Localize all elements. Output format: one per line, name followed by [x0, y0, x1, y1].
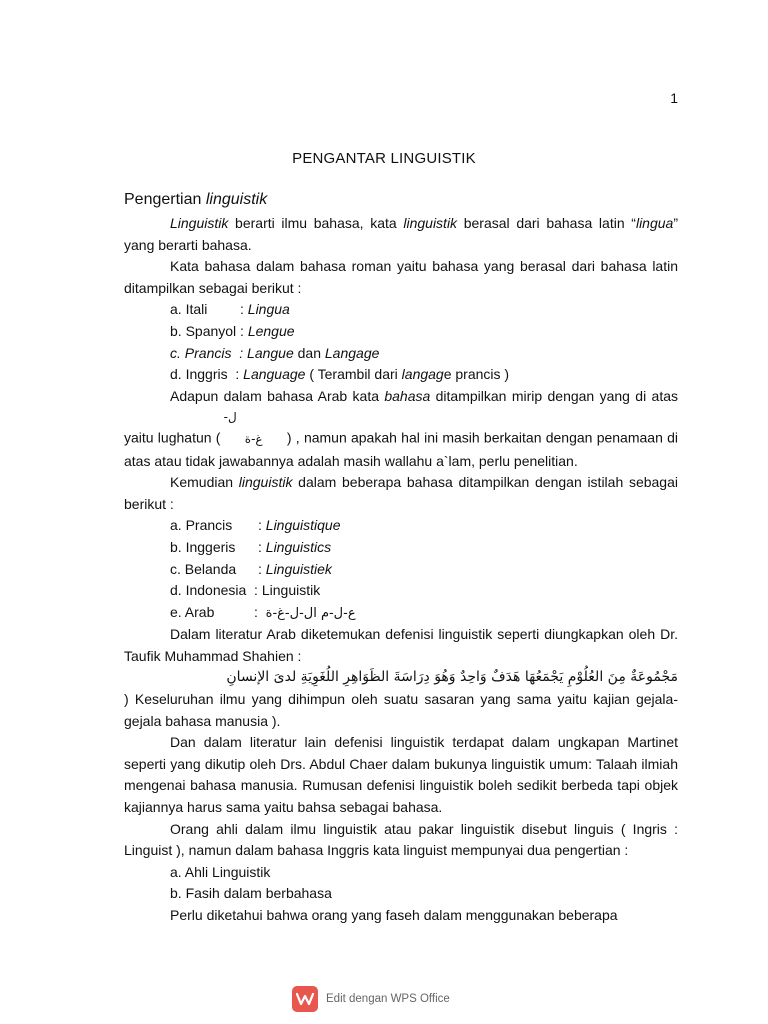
p1-term-2: linguistik — [403, 215, 458, 231]
list1-item-c-value-1: Langue — [247, 344, 294, 361]
list2-item-d-label: d. Indonesia : — [170, 582, 262, 599]
paragraph-4 — [124, 472, 678, 515]
list2-item-b-sep: : — [258, 538, 266, 555]
p3-term: bahasa — [384, 387, 431, 404]
list2-item-a-value: Linguistique — [265, 517, 341, 534]
list1-item-d — [124, 364, 678, 386]
document-title: PENGANTAR LINGUISTIK — [292, 150, 476, 167]
arabic-quote: مَجْمُوعَةٌ مِنَ العُلُوْمِ يَجْمَعُهَا هَدَفٌ وَاحِدٌ وَهُوَ دِرَاسَةَ الظَوَاهِرِ اللُغَوِيَةِ لدىَ الإنسانِ — [226, 669, 678, 686]
list2-item-b — [124, 537, 678, 559]
paragraph-5: Dalam literatur Arab diketemukan defenisi linguistik seperti diungkapkan oleh Dr. Taufik Muhammad Shahien : — [124, 626, 678, 664]
wps-logo-icon — [292, 986, 318, 1012]
list2-item-e-sep: : — [254, 603, 266, 620]
list2-item-b-label: b. Inggeris — [170, 538, 236, 555]
paragraph-7: Dan dalam literatur lain defenisi linguistik terdapat dalam ungkapan Martinet seperti yang dikutip oleh Drs. Abdul Chaer dalam bukunya linguistik umum: Talaah ilmiah mengenai bahasa manusia. Rumusan defenisi linguistik boleh sedikit berbeda tapi objek kajiannya harus sama yaitu bahsa sebagai bahasa. — [124, 734, 678, 816]
list2-item-e-value: ع-ل-م ال-ل-غ-ة — [265, 605, 356, 621]
wps-edit-label[interactable]: Edit dengan WPS Office — [326, 993, 450, 1005]
p1-text-3: ” yang berarti bahasa. — [124, 215, 678, 253]
list1-item-d-value-2: langag — [401, 366, 444, 383]
list1-item-b-value: Lengue — [247, 322, 295, 339]
list2-item-e-label: e. Arab — [170, 603, 215, 620]
list2-item-a-label: a. Prancis — [170, 517, 233, 534]
list2-item-e — [124, 602, 678, 625]
paragraph-6: ) Keseluruhan ilmu yang dihimpun oleh suatu sasaran yang sama yaitu kajian gejala-gejala bahasa manusia ). — [124, 691, 678, 729]
p1-term-1: Linguistik — [170, 215, 229, 231]
p3-arabic-word: ل-غ-ة — [223, 410, 263, 446]
paragraph-2: Kata bahasa dalam bahasa roman yaitu bahasa yang berasal dari bahasa latin ditampilkan sebagai berikut : — [124, 258, 678, 296]
page-number: 1 — [670, 90, 678, 106]
list1-item-b — [124, 321, 678, 343]
list2-item-a — [124, 515, 678, 537]
list1-item-d-mid: ( Terambil dari — [305, 366, 402, 383]
p4-text-1: Kemudian — [170, 474, 239, 491]
p3-text-1: Adapun dalam bahasa Arab kata — [170, 387, 385, 404]
p3-text-2: ditampilkan mirip dengan yang di atas yaitu lughatun ( — [124, 387, 678, 446]
list2-item-c-sep: : — [258, 560, 266, 577]
p1-term-3: lingua — [635, 215, 674, 231]
paragraph-8: Orang ahli dalam ilmu linguistik atau pakar linguistik disebut linguis ( Ingris : Linguist ), namun dalam bahasa Inggris kata linguist mempunyai dua pengertian : — [124, 820, 678, 859]
list2-item-c — [124, 559, 678, 581]
list1-item-a-sep: : — [240, 301, 248, 318]
section-heading — [124, 191, 267, 209]
list2-item-d — [124, 580, 678, 602]
p3-text-3: ) , namun apakah hal ini masih berkaitan dengan penamaan di atas atau tidak jawabannya adalah masih wallahu a`lam, perlu penelitian. — [124, 429, 678, 469]
list1-item-a-label: a. Itali — [170, 301, 208, 318]
list1-item-c-label: c. Prancis : — [170, 344, 248, 361]
list1-item-d-value-1: Language — [243, 366, 306, 383]
p1-text-2: berasal dari bahasa latin “ — [457, 215, 636, 231]
list1-item-d-end: e prancis ) — [443, 366, 510, 383]
paragraph-9: Perlu diketahui bahwa orang yang faseh dalam menggunakan beberapa — [170, 907, 618, 923]
wps-w-glyph — [296, 992, 314, 1006]
list3-item-b: b. Fasih dalam berbahasa — [170, 885, 332, 902]
list1-item-a-value: Lingua — [247, 301, 290, 318]
list1-item-d-label: d. Inggris : — [170, 366, 244, 383]
p4-text-2: dalam beberapa bahasa ditampilkan dengan istilah sebagai berikut : — [124, 474, 678, 512]
list3-item-a: a. Ahli Linguistik — [170, 863, 271, 880]
document-body — [124, 213, 678, 927]
list1-item-c — [124, 343, 678, 365]
p1-text-1: berarti ilmu bahasa, kata — [228, 215, 404, 231]
section-heading-emphasis: linguistik — [205, 191, 268, 208]
list2-item-b-value: Linguistics — [265, 538, 332, 555]
list1-item-a — [124, 299, 678, 321]
section-heading-text: Pengertian — [124, 191, 206, 208]
list2-item-c-value: Linguistiek — [265, 560, 332, 577]
paragraph-3 — [124, 386, 678, 472]
list1-item-c-mid: dan — [293, 344, 325, 361]
wps-edit-badge[interactable] — [292, 985, 450, 1013]
list1-item-c-value-2: Langage — [324, 344, 380, 361]
list2-item-a-sep: : — [258, 517, 266, 534]
list2-item-c-label: c. Belanda — [170, 560, 237, 577]
list1-item-b-label: b. Spanyol : — [170, 322, 248, 339]
list2-item-d-value: Linguistik — [261, 582, 321, 599]
p4-term: linguistik — [238, 474, 293, 491]
paragraph-1 — [124, 213, 678, 256]
